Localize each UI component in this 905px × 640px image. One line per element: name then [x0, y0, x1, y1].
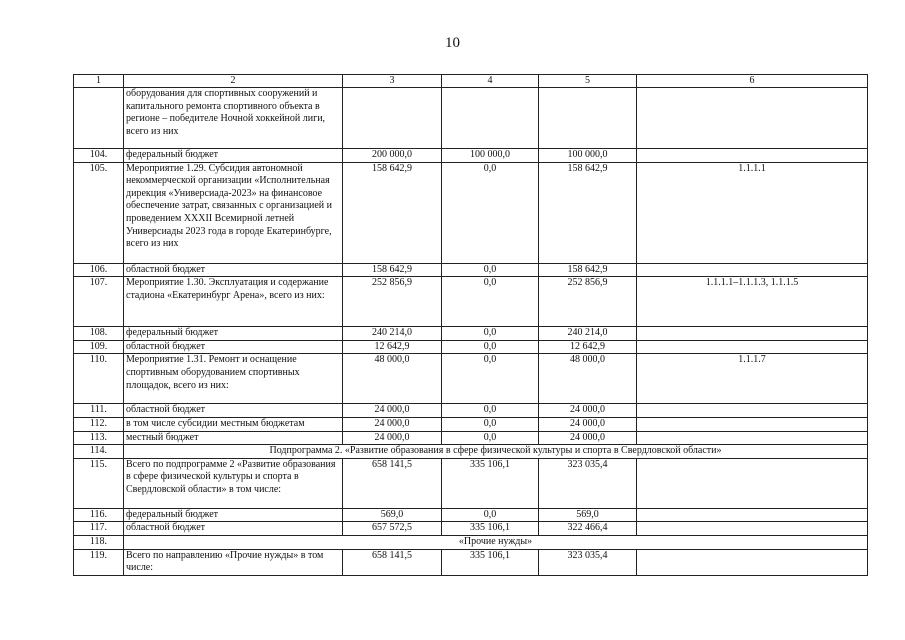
row-number-cell: 119.	[74, 549, 124, 575]
target-code-cell	[637, 404, 868, 418]
row-number-cell: 105.	[74, 162, 124, 263]
amount-cell: 0,0	[442, 431, 539, 445]
amount-cell: 24 000,0	[539, 431, 637, 445]
amount-cell: 158 642,9	[539, 162, 637, 263]
amount-cell: 322 466,4	[539, 522, 637, 536]
column-header: 4	[442, 75, 539, 88]
amount-cell: 335 106,1	[442, 549, 539, 575]
amount-cell: 569,0	[539, 508, 637, 522]
amount-cell: 158 642,9	[343, 263, 442, 277]
row-number-cell: 108.	[74, 327, 124, 341]
description-cell: областной бюджет	[124, 340, 343, 354]
row-number-cell: 104.	[74, 149, 124, 163]
table-row	[74, 263, 868, 277]
section-title-cell: Подпрограмма 2. «Развитие образования в сфере физической культуры и спорта в Свердловской области»	[124, 445, 868, 459]
column-header: 2	[124, 75, 343, 88]
amount-cell: 252 856,9	[539, 277, 637, 327]
budget-table	[73, 74, 868, 576]
row-number-cell: 109.	[74, 340, 124, 354]
amount-cell: 24 000,0	[539, 404, 637, 418]
amount-cell	[442, 88, 539, 149]
column-header: 6	[637, 75, 868, 88]
table-row	[74, 88, 868, 149]
table-row	[74, 445, 868, 459]
description-cell: Всего по подпрограмме 2 «Развитие образования в сфере физической культуры и спорта в Свердловской области» в том числе:	[124, 458, 343, 508]
amount-cell: 0,0	[442, 508, 539, 522]
description-cell: областной бюджет	[124, 522, 343, 536]
target-code-cell: 1.1.1.1	[637, 162, 868, 263]
amount-cell: 24 000,0	[343, 417, 442, 431]
description-cell: в том числе субсидии местным бюджетам	[124, 417, 343, 431]
row-number-cell: 112.	[74, 417, 124, 431]
target-code-cell	[637, 88, 868, 149]
table-row	[74, 354, 868, 404]
amount-cell: 24 000,0	[343, 404, 442, 418]
amount-cell: 48 000,0	[539, 354, 637, 404]
amount-cell: 323 035,4	[539, 549, 637, 575]
amount-cell: 240 214,0	[539, 327, 637, 341]
amount-cell: 0,0	[442, 417, 539, 431]
row-number-cell: 114.	[74, 445, 124, 459]
row-number-cell	[74, 88, 124, 149]
target-code-cell	[637, 340, 868, 354]
description-cell: федеральный бюджет	[124, 149, 343, 163]
amount-cell: 0,0	[442, 162, 539, 263]
description-cell: местный бюджет	[124, 431, 343, 445]
amount-cell: 335 106,1	[442, 522, 539, 536]
target-code-cell	[637, 263, 868, 277]
target-code-cell	[637, 417, 868, 431]
amount-cell: 12 642,9	[343, 340, 442, 354]
amount-cell: 0,0	[442, 340, 539, 354]
amount-cell: 658 141,5	[343, 549, 442, 575]
row-number-cell: 106.	[74, 263, 124, 277]
amount-cell: 200 000,0	[343, 149, 442, 163]
description-cell: Мероприятие 1.31. Ремонт и оснащение спортивным оборудованием спортивных площадок, всего из них:	[124, 354, 343, 404]
target-code-cell	[637, 458, 868, 508]
amount-cell	[343, 88, 442, 149]
amount-cell: 158 642,9	[343, 162, 442, 263]
amount-cell	[539, 88, 637, 149]
amount-cell: 240 214,0	[343, 327, 442, 341]
target-code-cell: 1.1.1.1–1.1.1.3, 1.1.1.5	[637, 277, 868, 327]
row-number-cell: 117.	[74, 522, 124, 536]
target-code-cell	[637, 522, 868, 536]
table-row	[74, 277, 868, 327]
amount-cell: 658 141,5	[343, 458, 442, 508]
row-number-cell: 113.	[74, 431, 124, 445]
amount-cell: 24 000,0	[343, 431, 442, 445]
row-number-cell: 118.	[74, 535, 124, 549]
amount-cell: 100 000,0	[539, 149, 637, 163]
amount-cell: 100 000,0	[442, 149, 539, 163]
target-code-cell	[637, 149, 868, 163]
table-row	[74, 508, 868, 522]
table-row	[74, 549, 868, 575]
amount-cell: 48 000,0	[343, 354, 442, 404]
amount-cell: 24 000,0	[539, 417, 637, 431]
amount-cell: 158 642,9	[539, 263, 637, 277]
table-row	[74, 535, 868, 549]
description-cell: федеральный бюджет	[124, 327, 343, 341]
row-number-cell: 115.	[74, 458, 124, 508]
table-row	[74, 458, 868, 508]
amount-cell: 323 035,4	[539, 458, 637, 508]
amount-cell: 0,0	[442, 327, 539, 341]
target-code-cell	[637, 549, 868, 575]
target-code-cell	[637, 508, 868, 522]
amount-cell: 12 642,9	[539, 340, 637, 354]
table-row	[74, 404, 868, 418]
description-cell: оборудования для спортивных сооружений и капитального ремонта спортивного объекта в регионе – победителе Ночной хоккейной лиги, всего из них	[124, 88, 343, 149]
description-cell: областной бюджет	[124, 404, 343, 418]
description-cell: Всего по направлению «Прочие нужды» в том числе:	[124, 549, 343, 575]
row-number-cell: 107.	[74, 277, 124, 327]
description-cell: областной бюджет	[124, 263, 343, 277]
target-code-cell: 1.1.1.7	[637, 354, 868, 404]
amount-cell: 252 856,9	[343, 277, 442, 327]
row-number-cell: 110.	[74, 354, 124, 404]
description-cell: Мероприятие 1.29. Субсидия автономной некоммерческой организации «Исполнительная дирекция «Универсиада-2023» на финансовое обеспечение затрат, связанных с организацией и проведением XXXII Всемирной летней Универсиады 2023 года в городе Екатеринбурге, всего из них	[124, 162, 343, 263]
column-header-row	[74, 75, 868, 88]
amount-cell: 569,0	[343, 508, 442, 522]
row-number-cell: 111.	[74, 404, 124, 418]
column-header: 3	[343, 75, 442, 88]
amount-cell: 0,0	[442, 354, 539, 404]
table-row	[74, 149, 868, 163]
amount-cell: 657 572,5	[343, 522, 442, 536]
section-title-cell: «Прочие нужды»	[124, 535, 868, 549]
table-row	[74, 327, 868, 341]
amount-cell: 335 106,1	[442, 458, 539, 508]
target-code-cell	[637, 327, 868, 341]
table-row	[74, 417, 868, 431]
amount-cell: 0,0	[442, 404, 539, 418]
table-row	[74, 522, 868, 536]
amount-cell: 0,0	[442, 277, 539, 327]
table-row	[74, 431, 868, 445]
column-header: 5	[539, 75, 637, 88]
page-number: 10	[445, 35, 460, 51]
description-cell: Мероприятие 1.30. Эксплуатация и содержание стадиона «Екатеринбург Арена», всего из них:	[124, 277, 343, 327]
amount-cell: 0,0	[442, 263, 539, 277]
target-code-cell	[637, 431, 868, 445]
column-header: 1	[74, 75, 124, 88]
table-row	[74, 162, 868, 263]
table-row	[74, 340, 868, 354]
description-cell: федеральный бюджет	[124, 508, 343, 522]
row-number-cell: 116.	[74, 508, 124, 522]
